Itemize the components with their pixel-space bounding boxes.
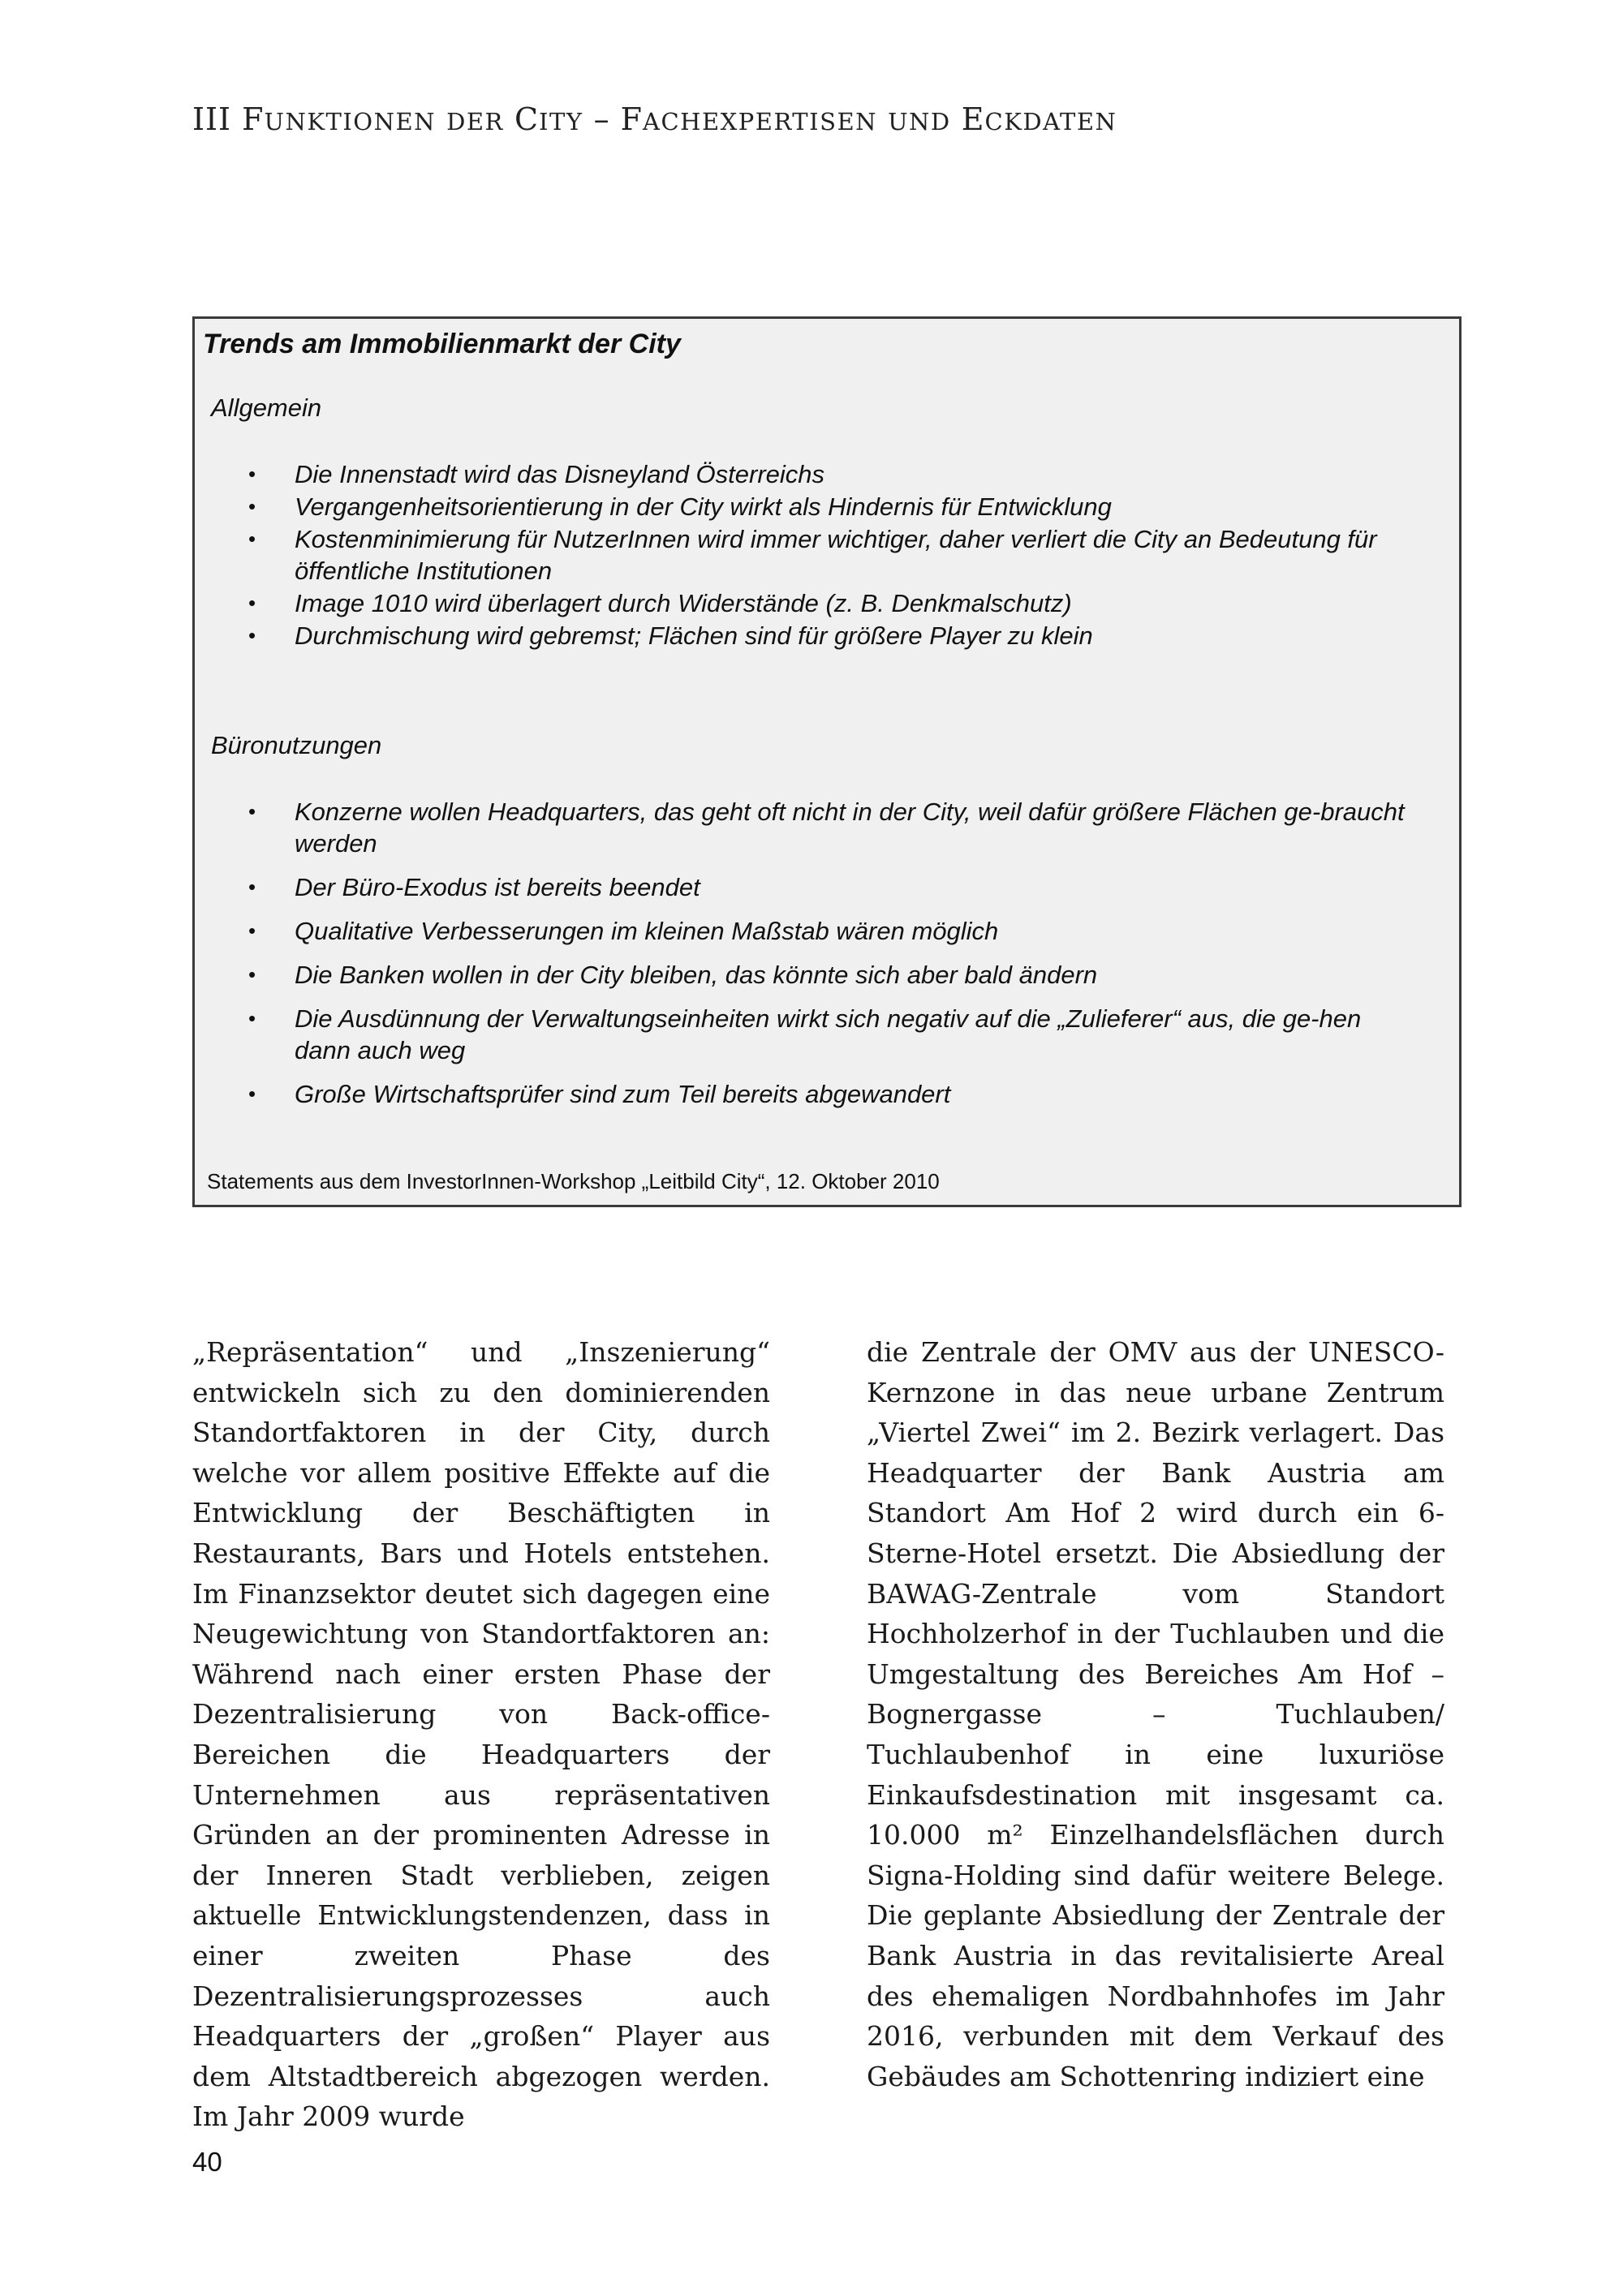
allgemein-list: [195, 458, 1423, 652]
trends-infobox: [192, 316, 1462, 1207]
bueronutzungen-list: [195, 796, 1423, 1122]
list-item: • Kostenminimierung für NutzerInnen wird immer wichtiger, daher verliert die City an Bedeutung für öffentliche Institutionen: [248, 525, 1377, 585]
bullet-icon: •: [248, 918, 256, 943]
infobox-source: Statements aus dem InvestorInnen-Workshop „Leitbild City“, 12. Oktober 2010: [207, 1169, 940, 1193]
bullet-icon: •: [248, 462, 256, 486]
list-item: • Konzerne wollen Headquarters, das geht oft nicht in der City, weil dafür größere Flächen ge-braucht werden: [248, 798, 1405, 858]
list-item: • Die Innenstadt wird das Disneyland Österreichs: [248, 460, 825, 488]
bullet-icon: •: [248, 875, 256, 899]
infobox-title: Trends am Immobilienmarkt der City: [203, 329, 681, 359]
section-label-allgemein: Allgemein: [211, 393, 322, 422]
list-item: • Vergangenheitsorientierung in der City wirkt als Hindernis für Entwicklung: [248, 492, 1112, 521]
bullet-icon: •: [248, 1081, 256, 1106]
bullet-icon: •: [248, 799, 256, 823]
bullet-icon: •: [248, 1006, 256, 1030]
list-item: • Die Banken wollen in der City bleiben, das könnte sich aber bald ändern: [248, 961, 1098, 989]
list-item: • Die Ausdünnung der Verwaltungseinheiten wirkt sich negativ auf die „Zulieferer“ aus, die ge-hen dann auch weg: [248, 1004, 1362, 1064]
list-item: • Image 1010 wird überlagert durch Widerstände (z. B. Denkmalschutz): [248, 589, 1072, 617]
body-column-left: „Repräsentation“ und „Inszenierung“ entwickeln sich zu den dominierenden Standortfaktoren in der City, durch welche vor allem positive Effekte auf die Entwicklung der Beschäftigten in Restaurants, Bars und Hotels entstehen. Im Finanzsektor deutet sich dagegen eine Neugewichtung von Standortfaktoren an: Während nach einer ersten Phase der Dezentralisierung von Back-office-Bereichen die Headquarters der Unternehmen aus repräsentativen Gründen an der prominenten Adresse in der Inneren Stadt verblieben, zeigen aktuelle Entwicklungstendenzen, dass in einer zweiten Phase des Dezentralisierungsprozesses auch Headquarters der „großen“ Player aus dem Altstadtbereich abgezogen werden. Im Jahr 2009 wurde: [192, 1336, 770, 2133]
list-item: • Der Büro-Exodus ist bereits beendet: [248, 873, 700, 901]
list-item: • Durchmischung wird gebremst; Flächen sind für größere Player zu klein: [248, 621, 1093, 650]
bullet-icon: •: [248, 623, 256, 647]
list-item: • Große Wirtschaftsprüfer sind zum Teil bereits abgewandert: [248, 1080, 951, 1108]
bullet-icon: •: [248, 591, 256, 615]
bullet-icon: •: [248, 527, 256, 551]
bullet-icon: •: [248, 962, 256, 987]
section-label-bueronutzungen: Büronutzungen: [211, 731, 382, 759]
list-item: • Qualitative Verbesserungen im kleinen Maßstab wären möglich: [248, 917, 999, 945]
running-header: III FUNKTIONEN DER CITY – FACHEXPERTISEN UND ECKDATEN: [192, 101, 1117, 137]
page-number: 40: [192, 2147, 222, 2177]
bullet-icon: •: [248, 494, 256, 518]
body-column-right: die Zentrale der OMV aus der UNESCO-Kernzone in das neue urbane Zentrum „Viertel Zwei“ im 2. Bezirk verlagert. Das Headquarter der Bank Austria am Standort Am Hof 2 wird durch ein 6-Sterne-Hotel ersetzt. Die Absiedlung der BAWAG-Zentrale vom Standort Hochholzerhof in der Tuchlauben und die Umgestaltung des Bereiches Am Hof – Bognergasse – Tuchlauben/ Tuchlaubenhof in eine luxuriöse Einkaufsdestination mit insgesamt ca. 10.000 m² Einzelhandelsflächen durch Signa-Holding sind dafür weitere Belege. Die geplante Absiedlung der Zentrale der Bank Austria in das revitalisierte Areal des ehemaligen Nordbahnhofes im Jahr 2016, verbunden mit dem Verkauf des Gebäudes am Schottenring indiziert eine: [867, 1336, 1444, 2092]
